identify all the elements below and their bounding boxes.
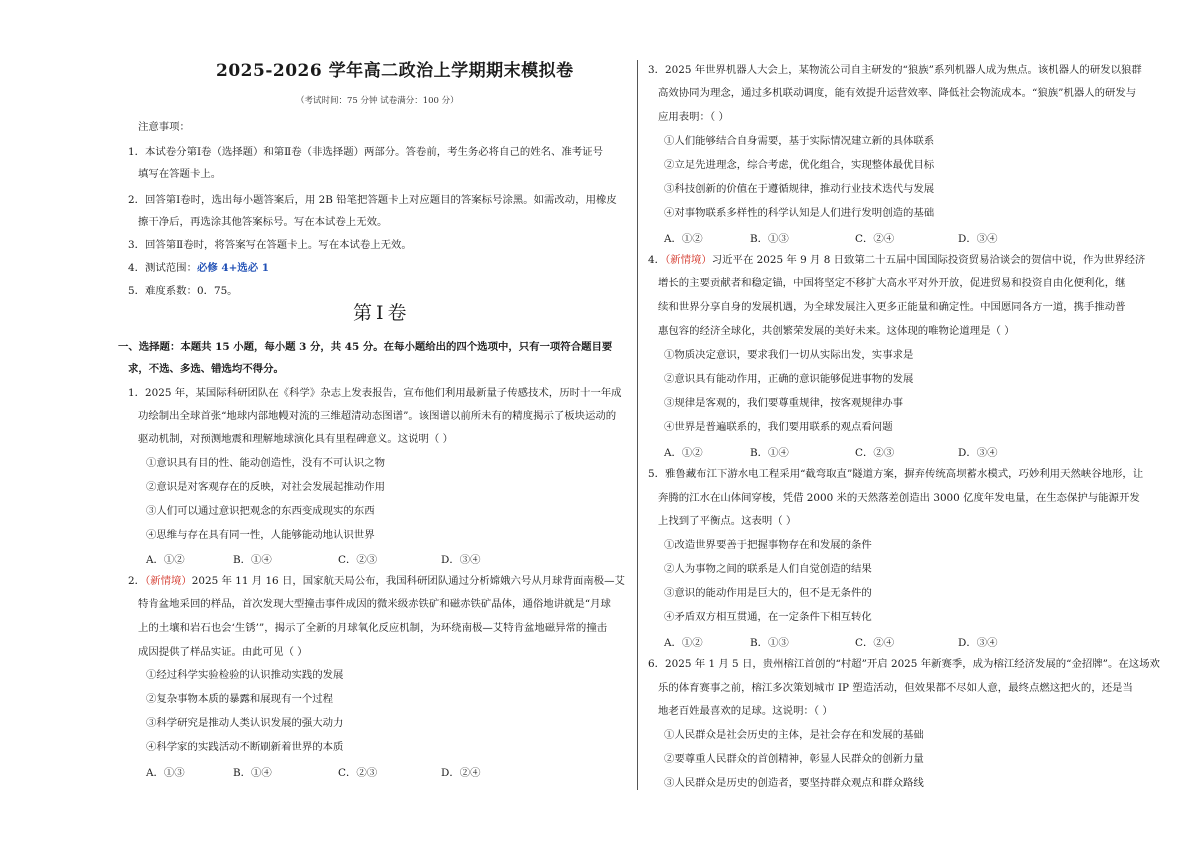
- question-1-option-a[interactable]: A．①②: [146, 554, 185, 566]
- note-line: 2．回答第Ⅰ卷时，选出每小题答案后，用 2B 铅笔把答题卡上对应题目的答案标号涂黑。如需改动，用橡皮: [128, 194, 617, 206]
- question-5-option-c[interactable]: C．②④: [855, 637, 895, 649]
- question-4-item: ①物质决定意识，要求我们一切从实际出发，实事求是: [664, 349, 914, 361]
- question-6-item: ②要尊重人民群众的首创精神，彰显人民群众的创新力量: [664, 753, 924, 765]
- question-1-item: ③人们可以通过意识把观念的东西变成现实的东西: [146, 505, 375, 517]
- question-5-option-b[interactable]: B．①③: [750, 637, 789, 649]
- exam-subtitle: （考试时间：75 分钟 试卷满分：100 分）: [296, 96, 459, 106]
- question-3-item: ④对事物联系多样性的科学认知是人们进行发明创造的基础: [664, 207, 935, 219]
- section-intro: 求，不选、多选、错选均不得分。: [128, 363, 284, 375]
- question-3-item: ①人们能够结合自身需要，基于实际情况建立新的具体联系: [664, 135, 935, 147]
- question-1-text: 1．2025 年，某国际科研团队在《科学》杂志上发表报告，宣布他们利用最新量子传感技术，历时十一年成: [128, 387, 622, 399]
- question-2-item: ①经过科学实验检验的认识推动实践的发展: [146, 669, 344, 681]
- question-2-item: ④科学家的实践活动不断刷新着世界的本质: [146, 741, 344, 753]
- question-3-option-d[interactable]: D．③④: [958, 233, 998, 245]
- question-5-item: ④矛盾双方相互贯通，在一定条件下相互转化: [664, 611, 872, 623]
- question-4-option-d[interactable]: D．③④: [958, 447, 998, 459]
- question-1-option-b[interactable]: B．①④: [233, 554, 272, 566]
- question-2-option-c[interactable]: C．②③: [338, 767, 378, 779]
- question-4-first-line: 习近平在 2025 年 9 月 8 日致第二十五届中国国际投资贸易洽谈会的贺信中说，作为世界经济: [711, 254, 1146, 266]
- question-5-option-d[interactable]: D．③④: [958, 637, 998, 649]
- question-4-text: 增长的主要贡献者和稳定锚，中国将坚定不移扩大高水平对外开放，促进贸易和投资自由化便利化，继: [658, 277, 1126, 289]
- note-line: 1．本试卷分第Ⅰ卷（选择题）和第Ⅱ卷（非选择题）两部分。答卷前，考生务必将自己的姓名、准考证号: [128, 146, 603, 158]
- question-2-text: 成因提供了样品实证。由此可见（ ）: [138, 646, 308, 658]
- left-column: [118, 0, 630, 849]
- question-4-text: 4．（新情境）习近平在 2025 年 9 月 8 日致第二十五届中国国际投资贸易洽谈会的贺信中说，作为世界经济: [648, 254, 1146, 266]
- question-3-option-c[interactable]: C．②④: [855, 233, 895, 245]
- question-4-option-b[interactable]: B．①④: [750, 447, 789, 459]
- question-2-first-line: 2025 年 11 月 16 日，国家航天局公布，我国科研团队通过分析嫦娥六号从月球背面南极—艾: [191, 575, 625, 587]
- question-5-option-a[interactable]: A．①②: [664, 637, 703, 649]
- right-column: [648, 0, 1160, 849]
- question-4-item: ④世界是普遍联系的，我们要用联系的观点看问题: [664, 421, 893, 433]
- question-2-option-a[interactable]: A．①③: [146, 767, 185, 779]
- question-2-item: ②复杂事物本质的暴露和展现有一个过程: [146, 693, 334, 705]
- question-1-text: 功绘制出全球首张“地球内部地幔对流的三维超清动态图谱”。该图谱以前所未有的精度揭示了板块运动的: [138, 410, 617, 422]
- question-3-option-a[interactable]: A．①②: [664, 233, 703, 245]
- question-2-option-b[interactable]: B．①④: [233, 767, 272, 779]
- exam-title: 2025-2026 学年高二政治上学期期末模拟卷: [216, 61, 574, 81]
- question-5-text: 5．雅鲁藏布江下游水电工程采用“截弯取直”隧道方案，摒弃传统高坝蓄水模式，巧妙利用天然峡谷地形，让: [648, 468, 1144, 480]
- test-scope-label: 4．测试范围：: [128, 262, 197, 274]
- note-line: 填写在答题卡上。: [138, 168, 222, 180]
- question-4-option-a[interactable]: A．①②: [664, 447, 703, 459]
- question-6-item: ①人民群众是社会历史的主体，是社会存在和发展的基础: [664, 729, 924, 741]
- difficulty: 5．难度系数：0．75。: [128, 285, 238, 297]
- new-context-tag: （新情境）: [145, 575, 192, 587]
- question-2-text: 2．（新情境）2025 年 11 月 16 日，国家航天局公布，我国科研团队通过分析嫦娥六号从月球背面南极—艾: [128, 575, 625, 587]
- question-2-text: 特肯盆地采回的样品，首次发现大型撞击事件成因的微米级赤铁矿和磁赤铁矿晶体，通俗地讲就是“月球: [138, 598, 611, 610]
- question-5-item: ③意识的能动作用是巨大的，但不是无条件的: [664, 587, 872, 599]
- question-4-option-c[interactable]: C．②③: [855, 447, 895, 459]
- section-title: 第Ⅰ卷: [353, 302, 411, 324]
- question-3-item: ②立足先进理念，综合考虑，优化组合，实现整体最优目标: [664, 159, 935, 171]
- test-scope-value: 必修 4+选必 1: [196, 262, 269, 274]
- new-context-tag: （新情境）: [665, 254, 712, 266]
- column-divider: [637, 60, 638, 790]
- question-1-option-c[interactable]: C．②③: [338, 554, 378, 566]
- question-3-item: ③科技创新的价值在于遵循规律，推动行业技术迭代与发展: [664, 183, 935, 195]
- question-6-item: ③人民群众是历史的创造者，要坚持群众观点和群众路线: [664, 777, 924, 789]
- question-2-item: ③科学研究是推动人类认识发展的强大动力: [146, 717, 344, 729]
- note-line: 3．回答第Ⅱ卷时，将答案写在答题卡上。写在本试卷上无效。: [128, 239, 412, 251]
- question-2-option-d[interactable]: D．②④: [441, 767, 481, 779]
- question-4-text: 惠包容的经济全球化，共创繁荣发展的美好未来。这体现的唯物论道理是（ ）: [658, 325, 1015, 337]
- question-1-item: ①意识具有目的性、能动创造性，没有不可认识之物: [146, 457, 385, 469]
- question-3-option-b[interactable]: B．①③: [750, 233, 789, 245]
- question-5-item: ②人为事物之间的联系是人们自觉创造的结果: [664, 563, 872, 575]
- question-1-text: 驱动机制，对预测地震和理解地球演化具有里程碑意义。这说明（ ）: [138, 433, 454, 445]
- question-6-text: 6．2025 年 1 月 5 日，贵州榕江首创的“村超”开启 2025 年新赛季，成为榕江经济发展的“金招牌”。在这场欢: [648, 658, 1160, 670]
- note-line: 擦干净后，再选涂其他答案标号。写在本试卷上无效。: [138, 216, 388, 228]
- notes-heading: 注意事项：: [138, 121, 190, 133]
- question-5-item: ①改造世界要善于把握事物存在和发展的条件: [664, 539, 872, 551]
- question-5-text: 上找到了平衡点。这表明（ ）: [658, 515, 797, 527]
- question-1-item: ②意识是对客观存在的反映，对社会发展起推动作用: [146, 481, 385, 493]
- question-1-item: ④思维与存在具有同一性，人能够能动地认识世界: [146, 529, 375, 541]
- question-6-text: 地老百姓最喜欢的足球。这说明：（ ）: [658, 705, 833, 717]
- test-scope: [128, 261, 269, 275]
- question-4-item: ③规律是客观的，我们要尊重规律，按客观规律办事: [664, 397, 903, 409]
- question-4-item: ②意识具有能动作用，正确的意识能够促进事物的发展: [664, 373, 914, 385]
- question-4-text: 续和世界分享自身的发展机遇，为全球发展注入更多正能量和确定性。中国愿同各方一道，携手推动普: [658, 301, 1126, 313]
- question-3-text: 高效协同为理念，通过多机联动调度，能有效提升运营效率、降低社会物流成本。“狼族”机器人的研发与: [658, 87, 1137, 99]
- question-3-text: 应用表明：（ ）: [658, 111, 729, 123]
- question-6-text: 乐的体育赛事之前，榕江多次策划城市 IP 塑造活动，但效果都不尽如人意，最终点燃这把火的，还是当: [658, 682, 1133, 694]
- section-intro: 一、选择题：本题共 15 小题，每小题 3 分，共 45 分。在每小题给出的四个选项中，只有一项符合题目要: [118, 341, 613, 353]
- question-3-text: 3．2025 年世界机器人大会上，某物流公司自主研发的“狼族”系列机器人成为焦点。该机器人的研发以狼群: [648, 64, 1142, 76]
- question-2-text: 上的土壤和岩石也会‘生锈’”，揭示了全新的月球氧化反应机制，为环绕南极—艾特肯盆地磁异常的撞击: [138, 622, 608, 634]
- question-5-text: 奔腾的江水在山体间穿梭，凭借 2000 米的天然落差创造出 3000 亿度年发电量，在生态保护与能源开发: [658, 492, 1140, 504]
- question-1-option-d[interactable]: D．③④: [441, 554, 481, 566]
